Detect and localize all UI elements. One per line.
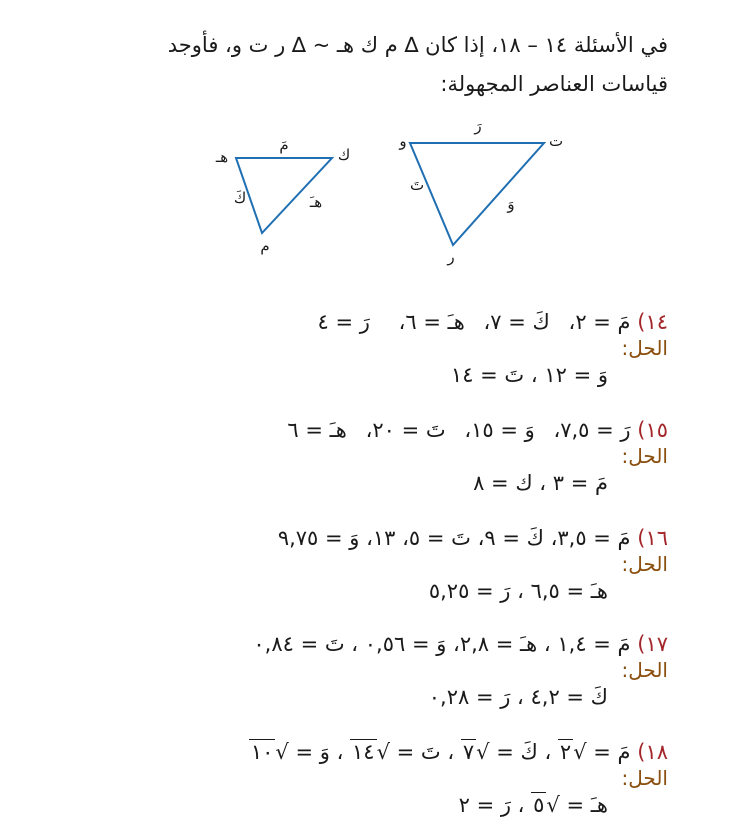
solution-label: الحل: xyxy=(621,336,668,360)
problem-16-answer: هـَ = ٦,٥ ، رَ = ٥,٢٥ xyxy=(428,579,608,603)
problem-14-givens xyxy=(198,308,668,336)
vertex-label-m: م xyxy=(260,237,270,255)
problem-15-answer: مَ = ٣ ، ك = ٨ xyxy=(473,471,608,495)
given-sqrt-term: كَ = √٧ ، xyxy=(440,740,538,764)
similar-triangles-figure xyxy=(0,0,756,290)
vertex-label-o: و xyxy=(399,132,407,150)
side-label-h: هـَ xyxy=(309,193,323,211)
instructions-line-1: في الأسئلة ١٤ – ١٨، إذا كان ∆ م ك هـ ~ ∆ ر ت و، فأوجد xyxy=(167,33,668,57)
side-label-m: مَ xyxy=(279,136,289,154)
sqrt-symbol: √١٠ xyxy=(250,740,289,764)
side-label-r: رَ xyxy=(474,117,482,135)
problem-18-givens xyxy=(198,738,668,766)
problem-15 xyxy=(198,416,668,498)
triangle-rto xyxy=(410,143,544,245)
problem-17 xyxy=(198,630,668,712)
given-sqrt-term: تَ = √١٤ ، xyxy=(329,740,441,764)
problem-number: ١٦) xyxy=(637,526,668,550)
vertex-label-h: هـ xyxy=(215,148,229,166)
problem-17-answer: كَ = ٤,٢ ، رَ = ٠,٢٨ xyxy=(428,685,608,709)
vertex-label-r: ر xyxy=(447,248,455,266)
given-value: رَ = ٧,٥، xyxy=(553,418,631,442)
sqrt-symbol: √٥ xyxy=(533,793,560,817)
solution-label: الحل: xyxy=(621,766,668,790)
given-value: مَ = ١,٤ ، هـَ = ٢,٨، وَ = ٠,٥٦ ، تَ = ٠,٨٤ xyxy=(253,632,631,656)
problem-14 xyxy=(198,308,668,390)
given-value: رَ = ٤ xyxy=(317,310,370,334)
given-value: وَ = ١٥، xyxy=(464,418,535,442)
problem-14-answer: وَ = ١٢ ، تَ = ١٤ xyxy=(450,363,608,387)
solution-label: الحل: xyxy=(621,658,668,682)
solution-label: الحل: xyxy=(621,552,668,576)
problem-number: ١٨) xyxy=(637,740,668,764)
sqrt-symbol: √٢ xyxy=(559,740,587,764)
problem-18 xyxy=(198,738,668,820)
given-sqrt-term: وَ = √١٠ xyxy=(250,740,330,764)
sqrt-symbol: √١٤ xyxy=(352,740,390,764)
problem-17-givens xyxy=(198,630,668,658)
problem-number: ١٥) xyxy=(637,418,668,442)
problem-16 xyxy=(198,524,668,606)
given-value: تَ = ٢٠، xyxy=(365,418,446,442)
instructions-line-2: قياسات العناصر المجهولة: xyxy=(440,72,668,96)
given-sqrt-term: مَ = √٢ ، xyxy=(537,740,631,764)
solution-label: الحل: xyxy=(621,444,668,468)
vertex-label-t: ت xyxy=(548,132,564,150)
side-label-k: كَ xyxy=(233,189,247,207)
given-value: هـَ = ٦، xyxy=(398,310,465,334)
given-value: مَ = ٣,٥، كَ = ٩، تَ = ٥، ١٣، وَ = ٩,٧٥ xyxy=(277,526,631,550)
problem-16-givens xyxy=(198,524,668,552)
problem-18-answer: هـَ = √٥ ، رَ = ٢ xyxy=(198,790,608,820)
vertex-label-k: ك xyxy=(337,146,351,164)
sqrt-symbol: √٧ xyxy=(462,740,490,764)
given-value: مَ = ٢، xyxy=(568,310,631,334)
problem-15-givens xyxy=(198,416,668,444)
given-value: هـَ = ٦ xyxy=(287,418,347,442)
side-label-t: تَ xyxy=(409,176,425,194)
side-label-o: وَ xyxy=(507,195,515,213)
problem-number: ١٤) xyxy=(637,310,668,334)
problem-number: ١٧) xyxy=(637,632,668,656)
given-value: كَ = ٧، xyxy=(483,310,550,334)
